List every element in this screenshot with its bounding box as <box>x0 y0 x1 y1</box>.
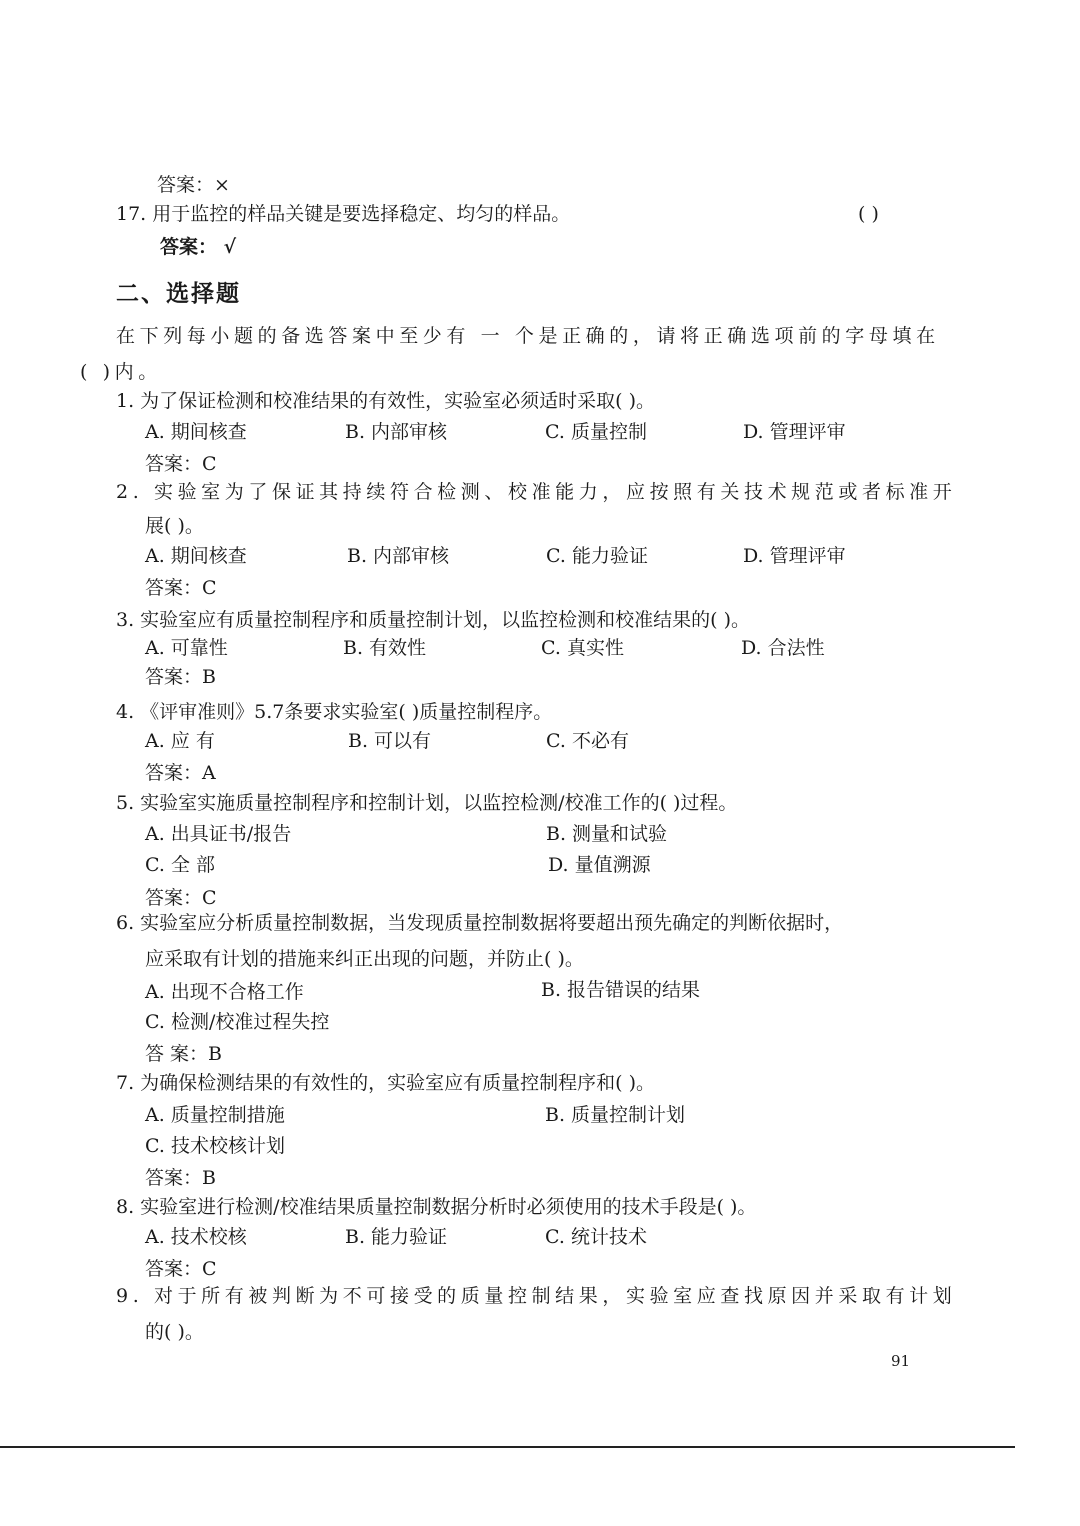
question-2-option-c: C. 能力验证 <box>546 545 648 567</box>
question-3-option-d: D. 合法性 <box>741 637 825 659</box>
question-4-stem: 4. 《评审准则》5.7条要求实验室( )质量控制程序。 <box>116 701 553 723</box>
question-17-stem: 17. 用于监控的样品关键是要选择稳定、均匀的样品。 <box>116 203 571 225</box>
question-1-option-c: C. 质量控制 <box>545 421 647 443</box>
question-5-option-c: C. 全 部 <box>145 854 215 876</box>
question-7-option-a: A. 质量控制措施 <box>145 1104 285 1126</box>
question-5-option-b: B. 测量和试验 <box>546 823 668 845</box>
section-intro-line-2: ( )内。 <box>80 361 162 383</box>
question-6-stem-line-1: 6. 实验室应分析质量控制数据，当发现质量控制数据将要超出预先确定的判断依据时， <box>116 912 844 934</box>
question-7-answer: 答案：B <box>145 1167 216 1189</box>
question-8-option-b: B. 能力验证 <box>345 1226 448 1248</box>
question-1-option-a: A. 期间核查 <box>145 421 247 443</box>
section-intro-line-1: 在下列每小题的备选答案中至少有 一 个是正确的，请将正确选项前的字母填在 <box>116 325 940 347</box>
question-7-option-b: B. 质量控制计划 <box>545 1104 686 1126</box>
question-5-option-d: D. 量值溯源 <box>548 854 651 876</box>
question-4-option-c: C. 不必有 <box>546 730 629 752</box>
question-17-bracket: ( ) <box>858 203 879 225</box>
question-2-option-a: A. 期间核查 <box>145 545 247 567</box>
question-3-option-a: A. 可靠性 <box>145 637 228 659</box>
question-9-stem-line-2: 的( )。 <box>145 1321 204 1343</box>
question-7-option-c: C. 技术校核计划 <box>145 1135 285 1157</box>
question-6-answer: 答 案：B <box>145 1043 223 1065</box>
question-1-option-b: B. 内部审核 <box>345 421 448 443</box>
question-3-option-b: B. 有效性 <box>343 637 427 659</box>
page-number: 91 <box>891 1352 911 1370</box>
question-2-option-b: B. 内部审核 <box>347 545 450 567</box>
question-6-stem-line-2: 应采取有计划的措施来纠正出现的问题，并防止( )。 <box>145 948 584 970</box>
question-1-stem: 1. 为了保证检测和校准结果的有效性，实验室必须适时采取( )。 <box>116 390 656 412</box>
question-6-option-c: C. 检测/校准过程失控 <box>145 1011 330 1033</box>
question-17-answer: 答案： √ <box>160 236 237 258</box>
question-4-option-b: B. 可以有 <box>348 730 432 752</box>
question-8-stem: 8. 实验室进行检测/校准结果质量控制数据分析时必须使用的技术手段是( )。 <box>116 1196 757 1218</box>
question-7-stem: 7. 为确保检测结果的有效性的，实验室应有质量控制程序和( )。 <box>116 1072 656 1094</box>
question-6-option-a: A. 出现不合格工作 <box>145 981 304 1003</box>
question-1-option-d: D. 管理评审 <box>743 421 846 443</box>
question-3-stem: 3. 实验室应有质量控制程序和质量控制计划，以监控检测和校准结果的( )。 <box>116 609 751 631</box>
question-5-option-a: A. 出具证书/报告 <box>145 823 292 845</box>
question-2-answer: 答案：C <box>145 577 217 599</box>
question-2-stem-line-2: 展( )。 <box>145 515 204 537</box>
previous-answer: 答案：× <box>157 174 230 196</box>
question-2-stem-line-1: 2. 实验室为了保证其持续符合检测、校准能力，应按照有关技术规范或者标准开 <box>116 481 957 503</box>
question-4-option-a: A. 应 有 <box>145 730 215 752</box>
question-8-answer: 答案：C <box>145 1258 217 1280</box>
question-9-stem-line-1: 9. 对于所有被判断为不可接受的质量控制结果，实验室应查找原因并采取有计划 <box>116 1285 957 1307</box>
question-5-stem: 5. 实验室实施质量控制程序和控制计划，以监控检测/校准工作的( )过程。 <box>116 792 738 814</box>
question-6-option-b: B. 报告错误的结果 <box>541 979 701 1001</box>
question-8-option-a: A. 技术校核 <box>145 1226 247 1248</box>
question-2-option-d: D. 管理评审 <box>743 545 846 567</box>
page-bottom-rule <box>0 1446 1015 1448</box>
question-4-answer: 答案：A <box>145 762 216 784</box>
section-title: 二、选择题 <box>116 280 241 307</box>
question-8-option-c: C. 统计技术 <box>545 1226 647 1248</box>
question-3-option-c: C. 真实性 <box>541 637 624 659</box>
question-5-answer: 答案：C <box>145 887 217 909</box>
question-3-answer: 答案：B <box>145 666 216 688</box>
question-1-answer: 答案：C <box>145 453 217 475</box>
